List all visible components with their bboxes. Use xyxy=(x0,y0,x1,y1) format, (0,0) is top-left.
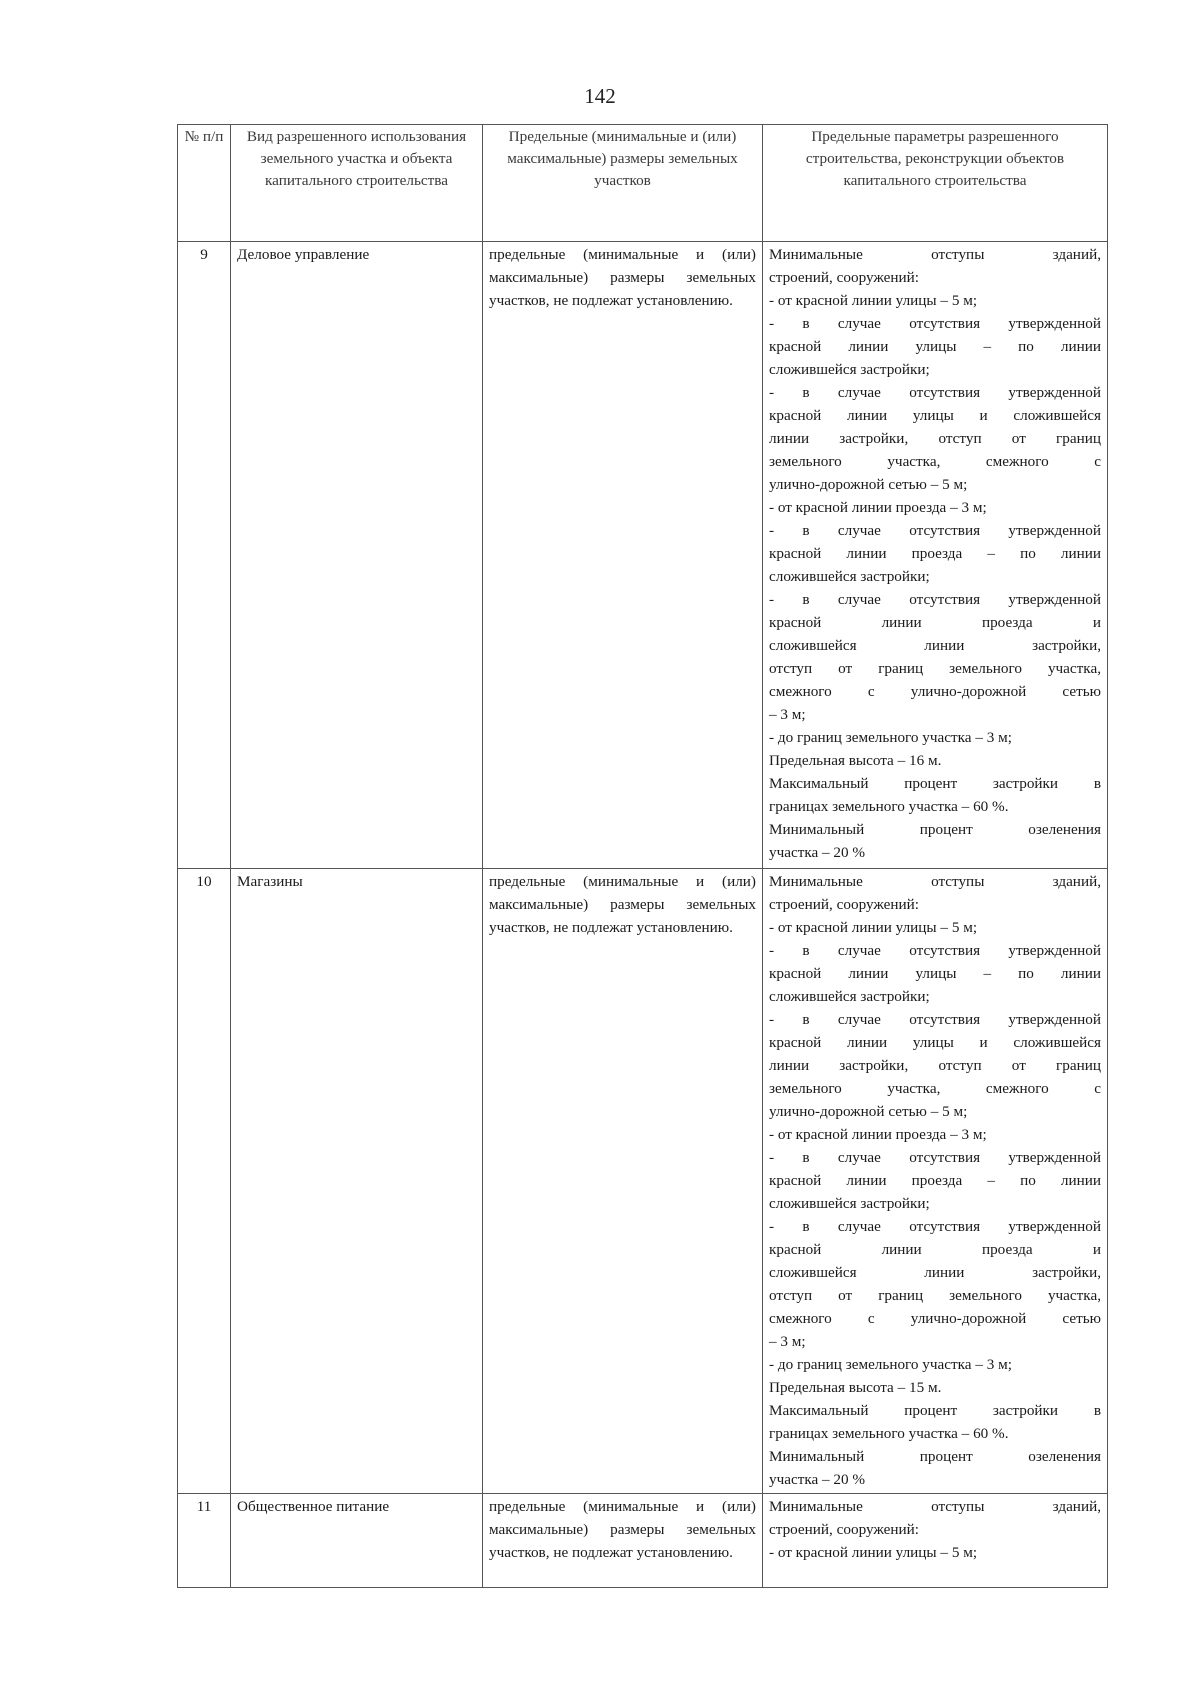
parameter-line: границах земельного участка – 60 %. xyxy=(769,798,1009,815)
parameter-line: - от красной линии проезда – 3 м; xyxy=(769,1126,987,1143)
parameter-line: - от красной линии улицы – 5 м; xyxy=(769,292,978,309)
row-number: 10 xyxy=(178,869,231,1494)
parameter-line: отступ от границ земельного участка, xyxy=(769,1287,1101,1304)
table-header-row xyxy=(178,125,1108,242)
parameter-line: линии застройки, отступ от границ xyxy=(769,1057,1101,1074)
parameter-line: – 3 м; xyxy=(769,1333,806,1350)
plot-size-cell: предельные (минимальные и (или) максимальные) размеры земельных участков, не подлежат установлению. xyxy=(483,1494,763,1588)
parameter-line: красной линии проезда – по линии xyxy=(769,545,1101,562)
parameter-line: улично-дорожной сетью – 5 м; xyxy=(769,476,968,493)
parameter-line: Максимальный процент застройки в xyxy=(769,1402,1101,1419)
parameter-line: - в случае отсутствия утвержденной xyxy=(769,942,1101,959)
zoning-regulations-table xyxy=(177,124,1108,1588)
parameter-line: участка – 20 % xyxy=(769,844,866,861)
parameter-line: - в случае отсутствия утвержденной xyxy=(769,1149,1101,1166)
parameter-line: - от красной линии проезда – 3 м; xyxy=(769,499,987,516)
parameter-line: красной линии улицы и сложившейся xyxy=(769,1034,1101,1051)
parameter-line: сложившейся линии застройки, xyxy=(769,637,1101,654)
parameter-line: земельного участка, смежного с xyxy=(769,453,1101,470)
table-row xyxy=(178,1494,1108,1588)
parameter-line: отступ от границ земельного участка, xyxy=(769,660,1101,677)
parameter-line: улично-дорожной сетью – 5 м; xyxy=(769,1103,968,1120)
parameter-line: красной линии проезда и xyxy=(769,614,1101,631)
parameter-line: – 3 м; xyxy=(769,706,806,723)
parameter-line: красной линии улицы и сложившейся xyxy=(769,407,1101,424)
parameter-line: - в случае отсутствия утвержденной xyxy=(769,384,1101,401)
parameter-line: строений, сооружений: xyxy=(769,896,920,913)
parameter-line: сложившейся застройки; xyxy=(769,361,930,378)
parameter-line: - до границ земельного участка – 3 м; xyxy=(769,1356,1012,1373)
parameter-line: смежного с улично-дорожной сетью xyxy=(769,683,1101,700)
header-permitted-use: Вид разрешенного использования земельного участка и объекта капитального строительства xyxy=(231,125,483,242)
parameter-line: смежного с улично-дорожной сетью xyxy=(769,1310,1101,1327)
construction-parameters-cell xyxy=(763,869,1108,1494)
plot-size-cell: предельные (минимальные и (или) максимальные) размеры земельных участков, не подлежат установлению. xyxy=(483,869,763,1494)
parameter-line: - в случае отсутствия утвержденной xyxy=(769,522,1101,539)
construction-parameters-cell xyxy=(763,1494,1108,1588)
header-number: № п/п xyxy=(178,125,231,242)
parameter-line: строений, сооружений: xyxy=(769,1521,920,1538)
parameter-line: сложившейся застройки; xyxy=(769,1195,930,1212)
parameter-line: красной линии проезда – по линии xyxy=(769,1172,1101,1189)
page-number: 142 xyxy=(584,84,616,108)
parameter-line: линии застройки, отступ от границ xyxy=(769,430,1101,447)
parameter-line: Предельная высота – 16 м. xyxy=(769,752,942,769)
header-construction-parameters: Предельные параметры разрешенного строительства, реконструкции объектов капитального строительства xyxy=(763,125,1108,242)
parameter-line: Минимальные отступы зданий, xyxy=(769,873,1101,890)
permitted-use-cell: Общественное питание xyxy=(231,1494,483,1588)
parameter-line: - в случае отсутствия утвержденной xyxy=(769,1218,1101,1235)
parameter-line: Минимальные отступы зданий, xyxy=(769,246,1101,263)
table-row xyxy=(178,869,1108,1494)
parameter-line: Максимальный процент застройки в xyxy=(769,775,1101,792)
parameter-line: - в случае отсутствия утвержденной xyxy=(769,591,1101,608)
parameter-line: - в случае отсутствия утвержденной xyxy=(769,1011,1101,1028)
parameter-line: сложившейся линии застройки, xyxy=(769,1264,1101,1281)
parameter-line: Предельная высота – 15 м. xyxy=(769,1379,942,1396)
plot-size-cell: предельные (минимальные и (или) максимальные) размеры земельных участков, не подлежат установлению. xyxy=(483,242,763,869)
table-row xyxy=(178,242,1108,869)
parameter-line: красной линии проезда и xyxy=(769,1241,1101,1258)
parameter-line: - от красной линии улицы – 5 м; xyxy=(769,919,978,936)
parameter-line: участка – 20 % xyxy=(769,1471,866,1488)
parameter-line: сложившейся застройки; xyxy=(769,568,930,585)
row-number: 11 xyxy=(178,1494,231,1588)
parameter-line: красной линии улицы – по линии xyxy=(769,965,1101,982)
permitted-use-cell: Деловое управление xyxy=(231,242,483,869)
parameter-line: земельного участка, смежного с xyxy=(769,1080,1101,1097)
construction-parameters-cell xyxy=(763,242,1108,869)
parameter-line: красной линии улицы – по линии xyxy=(769,338,1101,355)
parameter-line: строений, сооружений: xyxy=(769,269,920,286)
row-number: 9 xyxy=(178,242,231,869)
parameter-line: Минимальный процент озеленения xyxy=(769,821,1101,838)
parameter-line: Минимальный процент озеленения xyxy=(769,1448,1101,1465)
parameter-line: - до границ земельного участка – 3 м; xyxy=(769,729,1012,746)
parameter-line: - в случае отсутствия утвержденной xyxy=(769,315,1101,332)
parameter-line: границах земельного участка – 60 %. xyxy=(769,1425,1009,1442)
parameter-line: сложившейся застройки; xyxy=(769,988,930,1005)
permitted-use-cell: Магазины xyxy=(231,869,483,1494)
parameter-line: - от красной линии улицы – 5 м; xyxy=(769,1544,978,1561)
parameter-line: Минимальные отступы зданий, xyxy=(769,1498,1101,1515)
header-plot-size-limits: Предельные (минимальные и (или) максимальные) размеры земельных участков xyxy=(483,125,763,242)
